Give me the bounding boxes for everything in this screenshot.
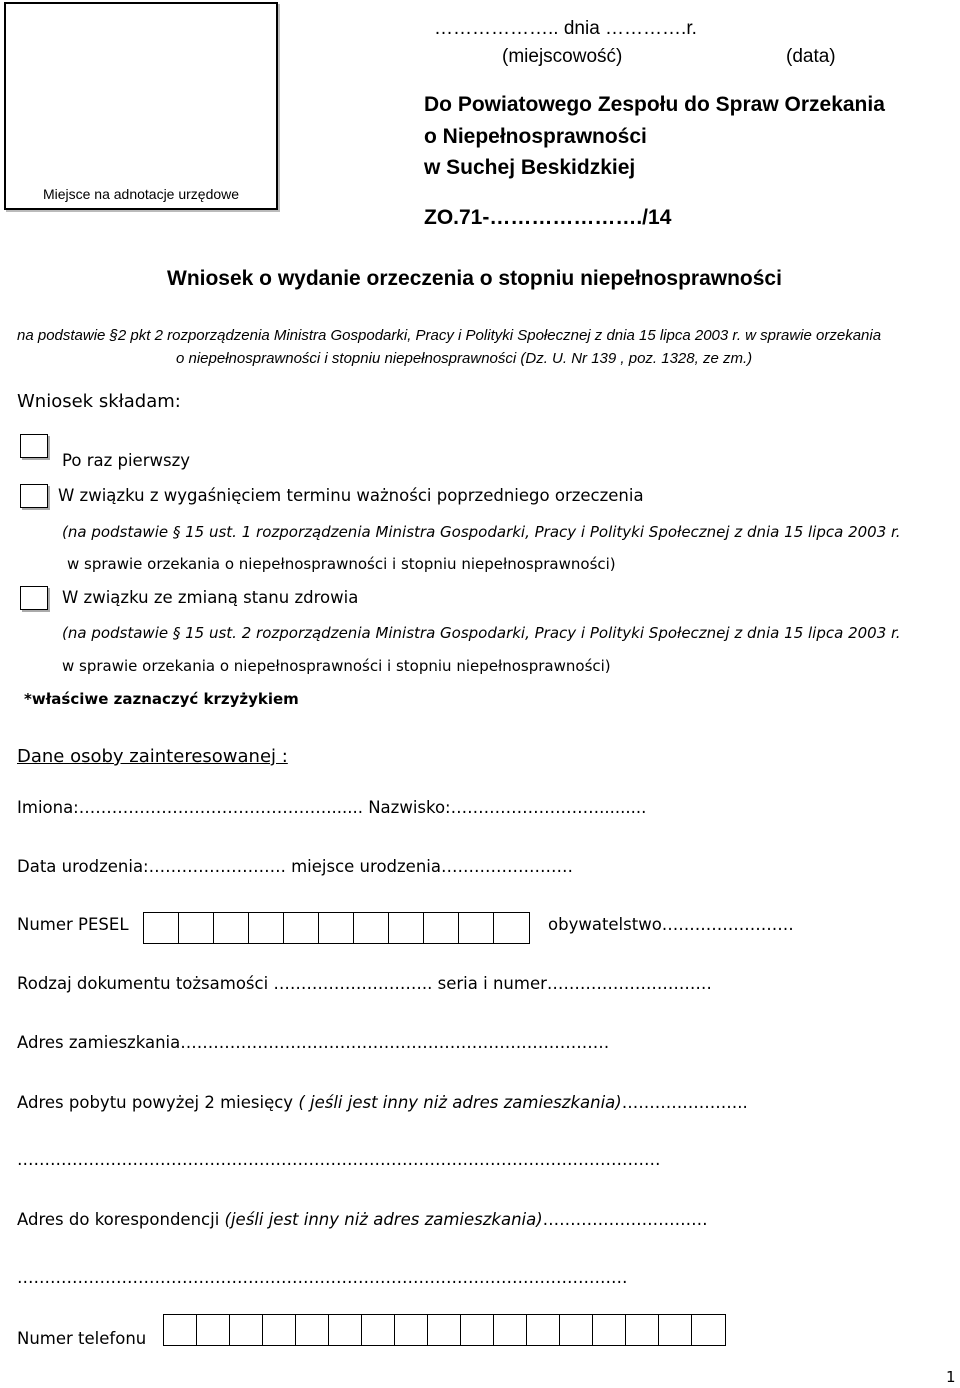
date-place-line: ……………….. dnia ………….r. [434, 18, 697, 39]
phone-digit-cell[interactable] [626, 1315, 659, 1345]
phone-digit-cell[interactable] [395, 1315, 428, 1345]
phone-label: Numer telefonu [17, 1329, 147, 1348]
pesel-digit-cell[interactable] [459, 913, 494, 943]
name-field[interactable]: Imiona:………………………………………....... Nazwisko:………………………......... [17, 798, 647, 817]
phone-digit-cell[interactable] [296, 1315, 329, 1345]
correspondence-address-field[interactable] [17, 1210, 708, 1229]
phone-digit-cell[interactable] [461, 1315, 494, 1345]
pesel-digit-cell[interactable] [424, 913, 459, 943]
document-title: Wniosek o wydanie orzeczenia o stopniu niepełnosprawności [167, 267, 782, 290]
stay-address-field[interactable] [17, 1093, 748, 1112]
pesel-digit-cell[interactable] [389, 913, 424, 943]
place-caption: (miejscowość) [502, 46, 623, 67]
pesel-digit-cell[interactable] [354, 913, 389, 943]
phone-input-grid[interactable] [163, 1314, 726, 1346]
phone-digit-cell[interactable] [527, 1315, 560, 1345]
phone-digit-cell[interactable] [692, 1315, 725, 1345]
option-expiry-note-1: (na podstawie § 15 ust. 1 rozporządzenia Ministra Gospodarki, Pracy i Polityki Społecznej z dnia 15 lipca 2003 r. [62, 523, 901, 541]
legal-basis-line-1: na podstawie §2 pkt 2 rozporządzenia Ministra Gospodarki, Pracy i Polityki Społecznej z dnia 15 lipca 2003 r. w sprawie orzekania [17, 327, 882, 344]
address-field[interactable]: Adres zamieszkania…………………………………………………………………… [17, 1033, 610, 1052]
phone-digit-cell[interactable] [329, 1315, 362, 1345]
application-heading: Wniosek składam: [17, 391, 181, 412]
pesel-digit-cell[interactable] [319, 913, 354, 943]
pesel-digit-cell[interactable] [179, 913, 214, 943]
pesel-digit-cell[interactable] [284, 913, 319, 943]
stay-address-dots: ………………….. [621, 1093, 748, 1112]
checkbox-expiry[interactable] [20, 484, 48, 508]
mark-note: *właściwe zaznaczyć krzyżykiem [24, 690, 299, 708]
pesel-digit-cell[interactable] [249, 913, 284, 943]
id-document-field[interactable]: Rodzaj dokumentu tożsamości ……………………….. seria i numer………………………… [17, 974, 712, 993]
phone-digit-cell[interactable] [263, 1315, 296, 1345]
stay-address-line-2[interactable]: ……………………………………………………………………………………………………… [17, 1150, 661, 1169]
pesel-digit-cell[interactable] [494, 913, 529, 943]
birth-field[interactable]: Data urodzenia:……………………. miejsce urodzenia…………………… [17, 857, 573, 876]
citizenship-field[interactable]: obywatelstwo…………………… [548, 915, 794, 934]
option-health-change-note-1: (na podstawie § 15 ust. 2 rozporządzenia Ministra Gospodarki, Pracy i Polityki Społecznej z dnia 15 lipca 2003 r. [62, 624, 901, 642]
option-expiry-label: W związku z wygaśnięciem terminu ważności poprzedniego orzeczenia [58, 486, 644, 505]
phone-digit-cell[interactable] [362, 1315, 395, 1345]
pesel-input-grid[interactable] [143, 912, 530, 944]
page-number: 1 [946, 1368, 956, 1386]
pesel-label: Numer PESEL [17, 915, 129, 934]
pesel-digit-cell[interactable] [214, 913, 249, 943]
person-section-heading: Dane osoby zainteresowanej : [17, 746, 288, 767]
stay-address-label: Adres pobytu powyżej 2 miesięcy [17, 1093, 299, 1112]
option-health-change-label: W związku ze zmianą stanu zdrowia [62, 588, 359, 607]
phone-digit-cell[interactable] [659, 1315, 692, 1345]
legal-basis-line-2: o niepełnosprawności i stopniu niepełnosprawności (Dz. U. Nr 139 , poz. 1328, ze zm.) [176, 350, 753, 367]
checkbox-first-time[interactable] [20, 434, 48, 458]
addressee-line-1: Do Powiatowego Zespołu do Spraw Orzekania [424, 93, 885, 116]
phone-digit-cell[interactable] [428, 1315, 461, 1345]
phone-digit-cell[interactable] [230, 1315, 263, 1345]
official-notes-box [4, 2, 278, 210]
phone-digit-cell[interactable] [164, 1315, 197, 1345]
addressee-line-2: o Niepełnosprawności [424, 125, 647, 148]
stay-address-condition: ( jeśli jest inny niż adres zamieszkania) [298, 1093, 622, 1112]
correspondence-address-line-2[interactable]: ………………………………………………………………………………………………… [17, 1268, 628, 1287]
checkbox-health-change[interactable] [20, 586, 48, 610]
correspondence-address-dots: ………………………… [542, 1210, 708, 1229]
addressee-line-3: w Suchej Beskidzkiej [424, 156, 636, 179]
correspondence-address-label: Adres do korespondencji [17, 1210, 225, 1229]
correspondence-address-condition: (jeśli jest inny niż adres zamieszkania) [224, 1210, 543, 1229]
pesel-digit-cell[interactable] [144, 913, 179, 943]
phone-digit-cell[interactable] [494, 1315, 527, 1345]
option-expiry-note-2: w sprawie orzekania o niepełnosprawności i stopniu niepełnosprawności) [67, 555, 616, 573]
phone-digit-cell[interactable] [593, 1315, 626, 1345]
option-health-change-note-2: w sprawie orzekania o niepełnosprawności i stopniu niepełnosprawności) [62, 657, 611, 675]
phone-digit-cell[interactable] [197, 1315, 230, 1345]
phone-digit-cell[interactable] [560, 1315, 593, 1345]
reference-number: ZO.71-…………………./14 [424, 206, 672, 229]
option-first-time-label: Po raz pierwszy [62, 451, 191, 470]
official-notes-label: Miejsce na adnotacje urzędowe [42, 186, 240, 202]
date-caption: (data) [786, 46, 836, 67]
